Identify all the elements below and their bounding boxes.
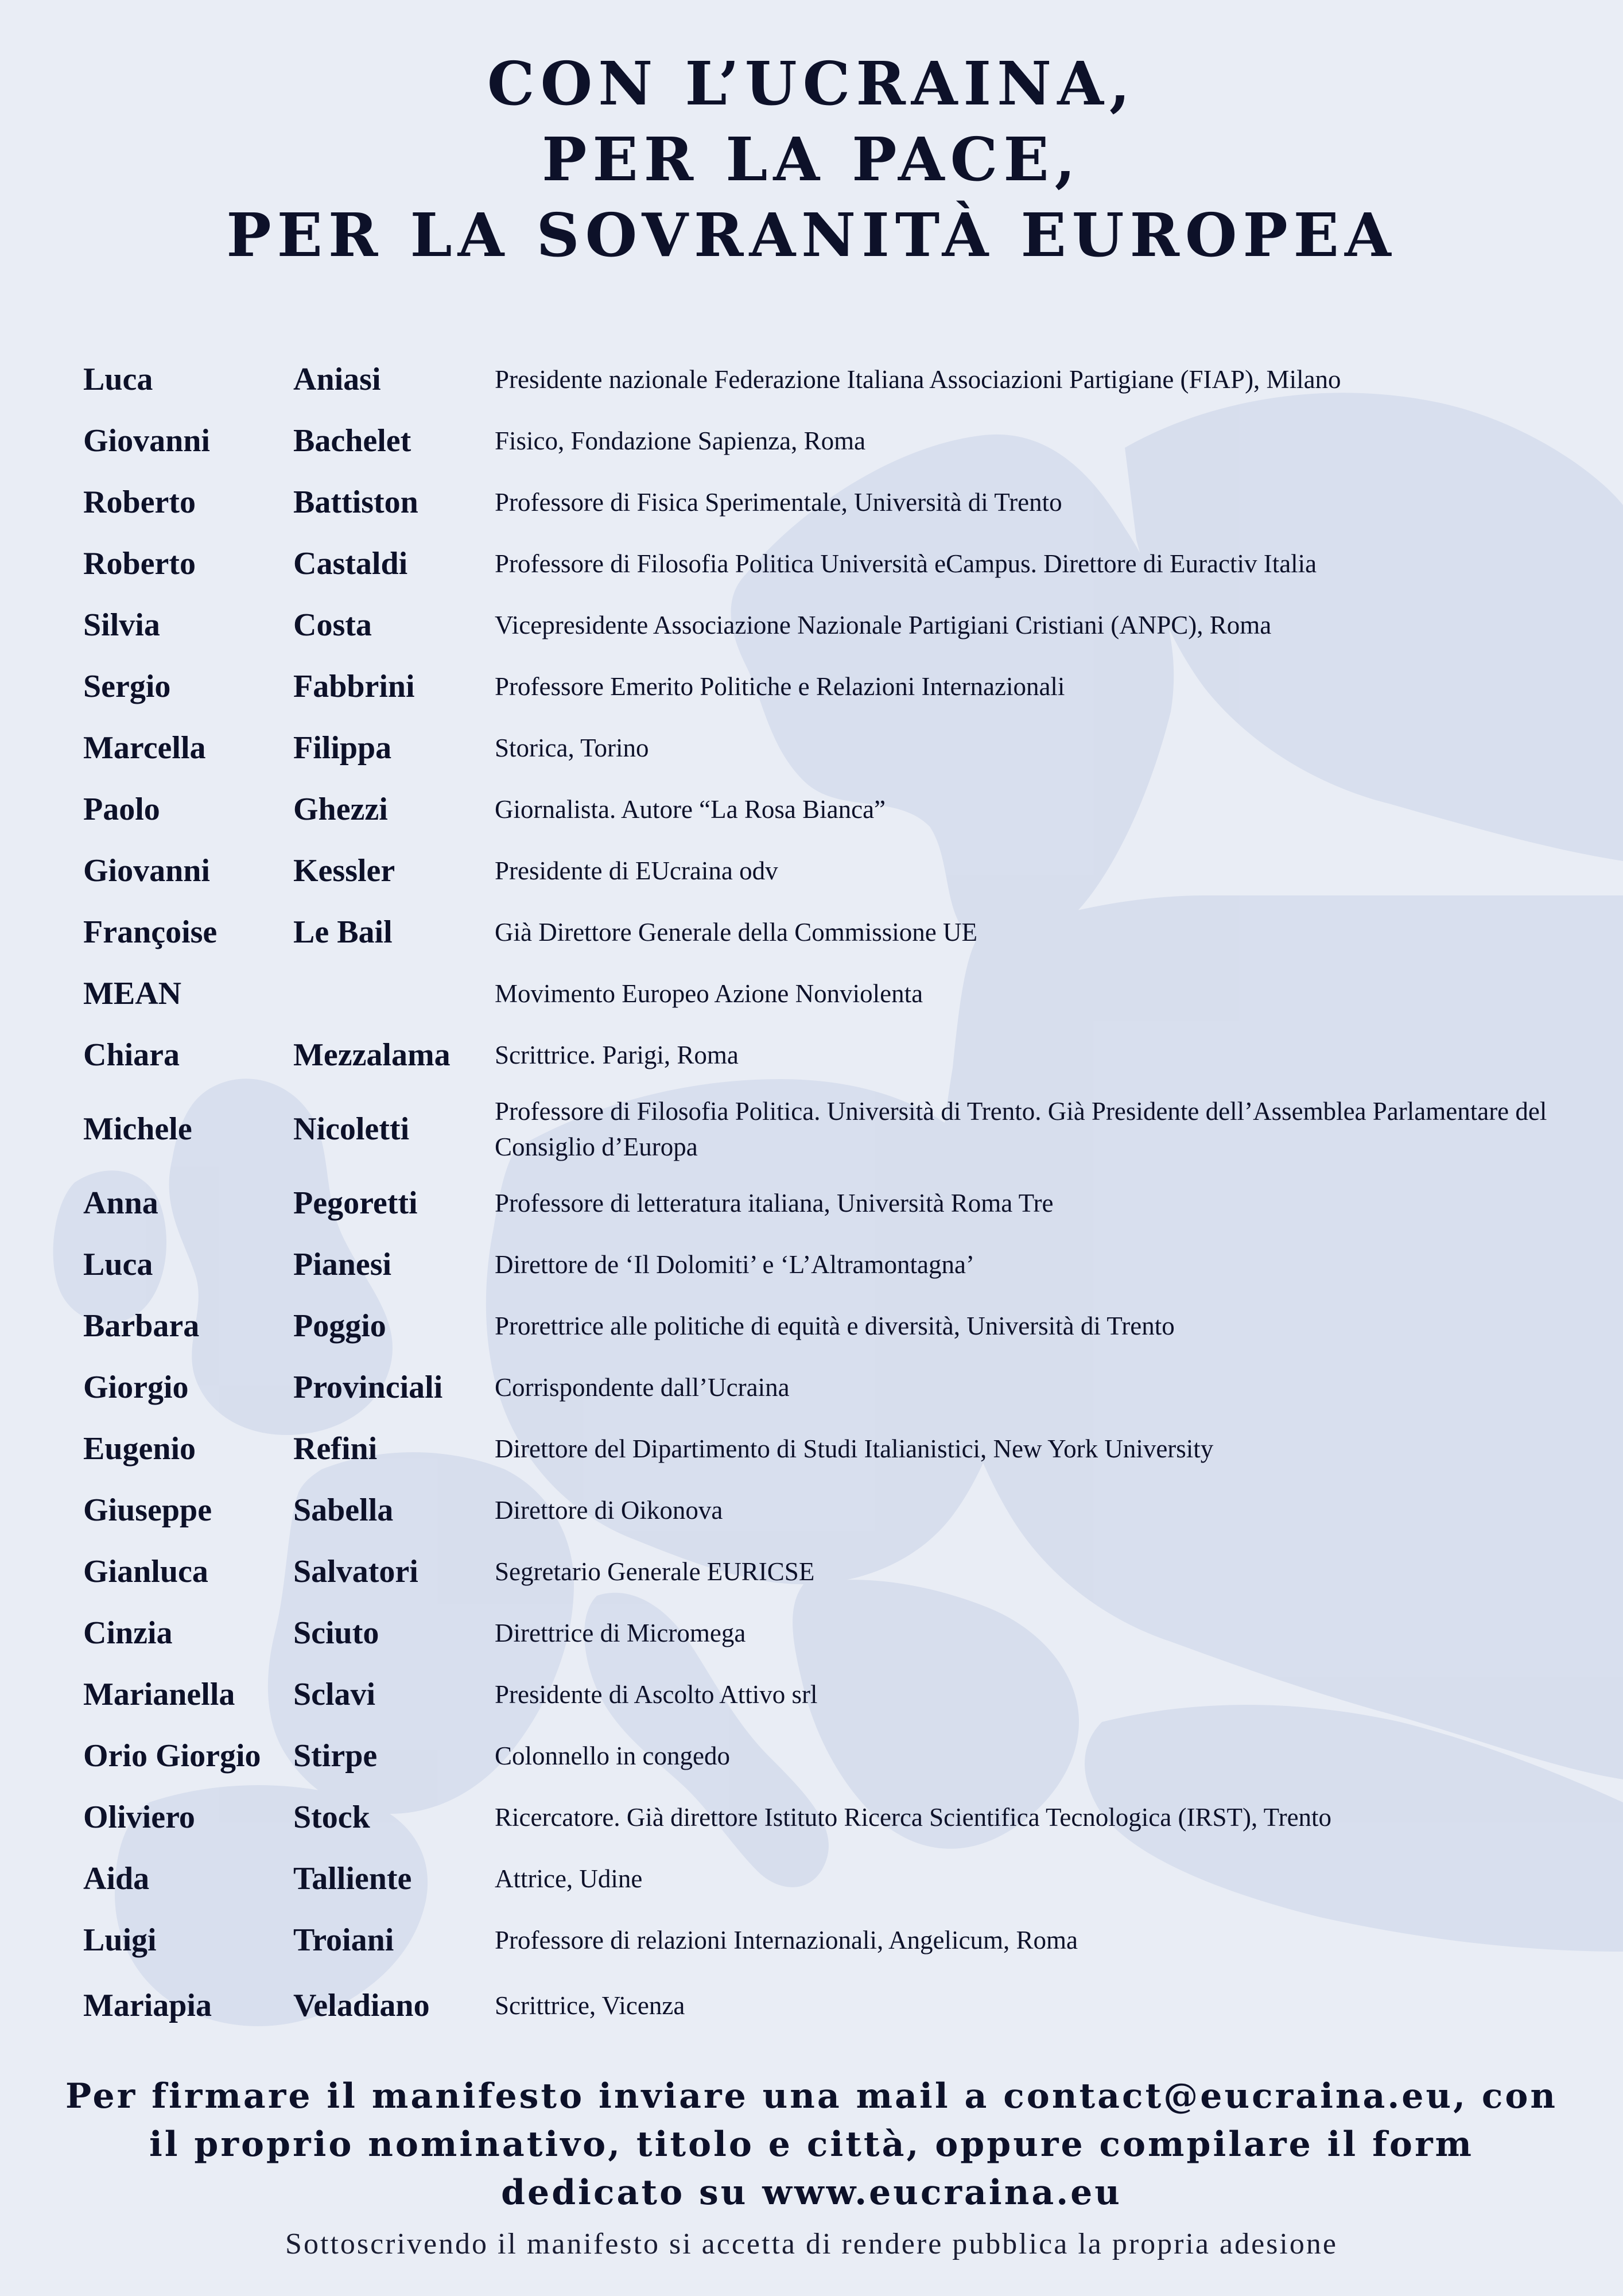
signatory-role: Vicepresidente Associazione Nazionale Partigiani Cristiani (ANPC), Roma <box>495 610 1272 639</box>
first-name: Aida <box>83 1860 150 1896</box>
last-name: Aniasi <box>293 361 381 397</box>
signatory-role: Direttore de ‘Il Dolomiti’ e ‘L’Altramontagna’ <box>495 1250 974 1279</box>
signatory-row <box>83 471 1564 533</box>
last-name: Refini <box>293 1430 378 1467</box>
last-name: Troiani <box>293 1922 394 1958</box>
signatory-row <box>83 1909 1564 1971</box>
signing-instructions <box>57 2072 1566 2217</box>
signatory-row <box>83 410 1564 471</box>
instructions-line-3: dedicato su www.eucraina.eu <box>501 2173 1122 2213</box>
first-name: Sergio <box>83 668 171 704</box>
first-name: Anna <box>83 1185 158 1221</box>
first-name: Cinzia <box>83 1615 173 1651</box>
signatory-row <box>83 533 1564 594</box>
signatory-row <box>83 1725 1564 1786</box>
signatory-role: Professore di Filosofia Politica Università eCampus. Direttore di Euractiv Italia <box>495 549 1317 578</box>
first-name: Giovanni <box>83 852 210 889</box>
first-name: Michele <box>83 1111 192 1147</box>
first-name: Marianella <box>83 1676 235 1712</box>
title-line-2: PER LA PACE, <box>542 124 1081 195</box>
signatory-role: Professore di Fisica Sperimentale, Università di Trento <box>495 487 1062 517</box>
signatory-role: Presidente di Ascolto Attivo srl <box>495 1680 818 1709</box>
signatory-row <box>83 1356 1564 1418</box>
signatory-row <box>83 1602 1564 1663</box>
first-name: Barbara <box>83 1308 200 1344</box>
signatory-role: Movimento Europeo Azione Nonviolenta <box>495 979 923 1008</box>
last-name: Filippa <box>293 730 392 766</box>
signatory-row <box>83 963 1564 1024</box>
title-line-1: CON L’UCRAINA, <box>487 48 1136 119</box>
signatory-row <box>83 901 1564 963</box>
first-name: Silvia <box>83 607 160 643</box>
signatory-role: Direttore del Dipartimento di Studi Italianistici, New York University <box>495 1434 1214 1463</box>
signatory-row <box>83 1024 1564 1085</box>
signatory-role: Ricercatore. Già direttore Istituto Ricerca Scientifica Tecnologica (IRST), Trento <box>495 1802 1332 1832</box>
signatory-role: Fisico, Fondazione Sapienza, Roma <box>495 426 866 455</box>
last-name: Sclavi <box>293 1676 376 1712</box>
signatory-row <box>83 778 1564 840</box>
last-name: Sabella <box>293 1492 394 1528</box>
first-name: Orio Giorgio <box>83 1737 261 1774</box>
first-name: Luca <box>83 361 153 397</box>
last-name: Kessler <box>293 852 395 889</box>
signatory-role: Prorettrice alle politiche di equità e diversità, Università di Trento <box>495 1311 1175 1340</box>
signatory-row <box>83 1479 1564 1541</box>
last-name: Bachelet <box>293 422 411 459</box>
signatory-row <box>83 656 1564 717</box>
signatory-role: Presidente di EUcraina odv <box>495 856 778 885</box>
signatory-row <box>83 1295 1564 1356</box>
signatory-role: Scrittrice. Parigi, Roma <box>495 1040 739 1069</box>
signatory-row <box>83 717 1564 778</box>
first-name: Oliviero <box>83 1799 195 1835</box>
last-name: Stock <box>293 1799 370 1835</box>
signatory-role: Presidente nazionale Federazione Italiana Associazioni Partigiane (FIAP), Milano <box>495 364 1341 394</box>
instructions-line-2: il proprio nominativo, titolo e città, oppure compilare il form <box>149 2124 1474 2165</box>
signatory-row <box>83 1085 1564 1172</box>
last-name: Castaldi <box>293 545 408 581</box>
first-name: Giovanni <box>83 422 210 459</box>
first-name: Paolo <box>83 791 160 827</box>
signatory-role: Professore Emerito Politiche e Relazioni Internazionali <box>495 672 1065 701</box>
signatory-row <box>83 1234 1564 1295</box>
first-name: Luca <box>83 1246 153 1282</box>
signatory-row <box>83 840 1564 901</box>
first-name: Eugenio <box>83 1430 196 1467</box>
first-name: Mariapia <box>83 1988 212 2023</box>
first-name: Gianluca <box>83 1553 208 1589</box>
signatories-list <box>83 348 1564 2041</box>
signatory-role: Segretario Generale EURICSE <box>495 1557 815 1586</box>
last-name: Ghezzi <box>293 791 388 827</box>
signatory-role: Attrice, Udine <box>495 1864 643 1893</box>
last-name: Poggio <box>293 1308 386 1344</box>
first-name: Françoise <box>83 914 218 950</box>
last-name: Veladiano <box>293 1988 430 2023</box>
signatory-role: Professore di letteratura italiana, Università Roma Tre <box>495 1188 1054 1217</box>
last-name: Fabbrini <box>293 668 415 704</box>
last-name: Battiston <box>293 484 418 520</box>
page-title <box>0 46 1623 273</box>
signatory-row <box>83 1848 1564 1909</box>
last-name: Talliente <box>293 1860 412 1896</box>
signatory-role: Storica, Torino <box>495 733 649 762</box>
last-name: Pegoretti <box>293 1185 418 1221</box>
last-name: Stirpe <box>293 1737 378 1774</box>
signatory-role: Già Direttore Generale della Commissione UE <box>495 917 977 947</box>
signatory-row <box>83 348 1564 410</box>
last-name: Nicoletti <box>293 1111 410 1147</box>
signatory-role: Corrispondente dall’Ucraina <box>495 1372 790 1402</box>
first-name: Giuseppe <box>83 1492 212 1528</box>
title-line-3: PER LA SOVRANITÀ EUROPEA <box>226 200 1397 270</box>
first-name: Chiara <box>83 1037 180 1073</box>
first-name: MEAN <box>83 975 182 1011</box>
signatory-role: Giornalista. Autore “La Rosa Bianca” <box>495 794 886 824</box>
first-name: Roberto <box>83 545 196 581</box>
instructions-line-1: Per firmare il manifesto inviare una mail a contact@eucraina.eu, con <box>65 2076 1558 2116</box>
signatory-role: Professore di relazioni Internazionali, Angelicum, Roma <box>495 1925 1078 1954</box>
signatory-role: Professore di Filosofia Politica. Università di Trento. Già Presidente dell’Assemblea Parlamentare del Consiglio d’Europa <box>495 1096 1547 1161</box>
signatory-row <box>83 1786 1564 1848</box>
last-name: Salvatori <box>293 1553 418 1589</box>
first-name: Roberto <box>83 484 196 520</box>
signatory-role: Direttore di Oikonova <box>495 1495 723 1525</box>
signatory-role: Colonnello in congedo <box>495 1741 730 1770</box>
first-name: Giorgio <box>83 1369 189 1405</box>
signatory-role: Scrittrice, Vicenza <box>495 1991 685 2020</box>
last-name: Sciuto <box>293 1615 379 1651</box>
first-name: Marcella <box>83 730 206 766</box>
signatory-row <box>83 1541 1564 1602</box>
first-name: Luigi <box>83 1922 157 1958</box>
last-name <box>293 963 488 1024</box>
signatory-row <box>83 1172 1564 1234</box>
last-name: Pianesi <box>293 1246 392 1282</box>
signatory-row <box>83 1418 1564 1479</box>
signatory-row <box>83 1663 1564 1725</box>
signatory-row <box>83 594 1564 656</box>
last-name: Provinciali <box>293 1369 443 1405</box>
last-name: Le Bail <box>293 914 393 950</box>
signatory-role: Direttrice di Micromega <box>495 1618 746 1647</box>
last-name: Mezzalama <box>293 1037 451 1073</box>
signatory-row <box>83 1971 1564 2041</box>
consent-footnote: Sottoscrivendo il manifesto si accetta di rendere pubblica la propria adesione <box>285 2228 1338 2260</box>
last-name: Costa <box>293 607 372 643</box>
